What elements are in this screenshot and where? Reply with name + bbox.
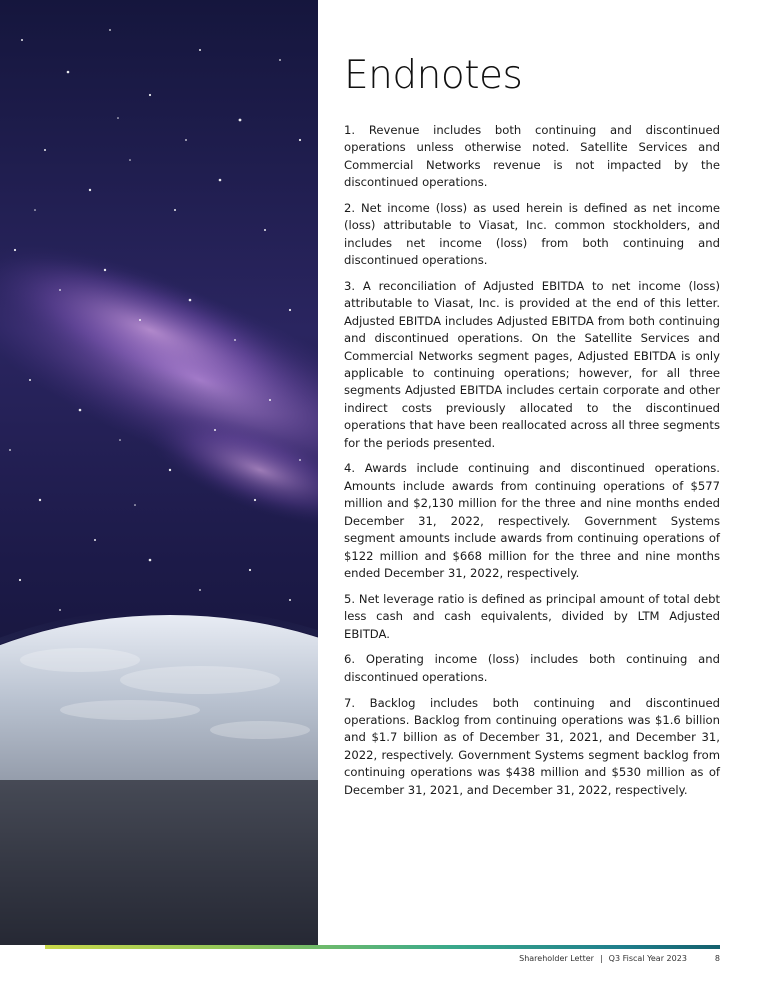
footer-separator: | — [599, 954, 603, 963]
endnote-4: 4. Awards include continuing and discontinued operations. Amounts include awards from continuing operations of $577 million and $2,130 million for the three and nine months ended December 31, 2022, respectively. Government Systems segment amounts include awards from continuing operations of $122 million and $668 million for the three and nine months ended December 31, 2022, respectively. — [344, 461, 720, 580]
endnote-3: 3. A reconciliation of Adjusted EBITDA to net income (loss) attributable to Viasat, Inc. is provided at the end of this letter. Adjusted EBITDA includes Adjusted EBITDA from both continuing and discontinued operations. On the Satellite Services and Commercial Networks segment pages, Adjusted EBITDA is only applicable to continuing operations; however, for all three segments Adjusted EBITDA includes certain corporate and other indirect costs previously allocated to the discontinued operations that have been reallocated across all three segments for the periods presented. — [344, 279, 720, 450]
endnote-7: 7. Backlog includes both continuing and discontinued operations. Backlog from continuing operations was $1.6 billion and $1.7 billion as of December 31, 2021, and December 31, 2022, respectively. Government Systems segment backlog from continuing operations was $438 million and $530 million as of December 31, 2021, and December 31, 2022, respectively. — [344, 695, 720, 797]
endnote-6: 6. Operating income (loss) includes both continuing and discontinued operations. — [344, 652, 720, 684]
page-title: Endnotes — [344, 53, 523, 98]
endnote-5: 5. Net leverage ratio is defined as principal amount of total debt less cash and cash equivalents, divided by LTM Adjusted EBITDA. — [344, 591, 720, 641]
page-footer — [519, 954, 720, 963]
endnotes-section — [344, 52, 720, 807]
space-earth-photo — [0, 0, 318, 945]
endnote-1: 1. Revenue includes both continuing and discontinued operations unless otherwise noted. Satellite Services and Commercial Networks revenue is not impacted by the discontinued operations. — [344, 123, 720, 190]
endnote-2: 2. Net income (loss) as used herein is defined as net income (loss) attributable to Viasat, Inc. common stockholders, and includes net income (loss) from both continuing and discontinued operations. — [344, 201, 720, 268]
footer-document-name: Shareholder Letter — [519, 954, 594, 963]
page-number: 8 — [714, 954, 720, 963]
footer-period: Q3 Fiscal Year 2023 — [608, 954, 687, 963]
space-earth-illustration — [0, 0, 318, 945]
footer-accent-bar — [45, 945, 720, 949]
